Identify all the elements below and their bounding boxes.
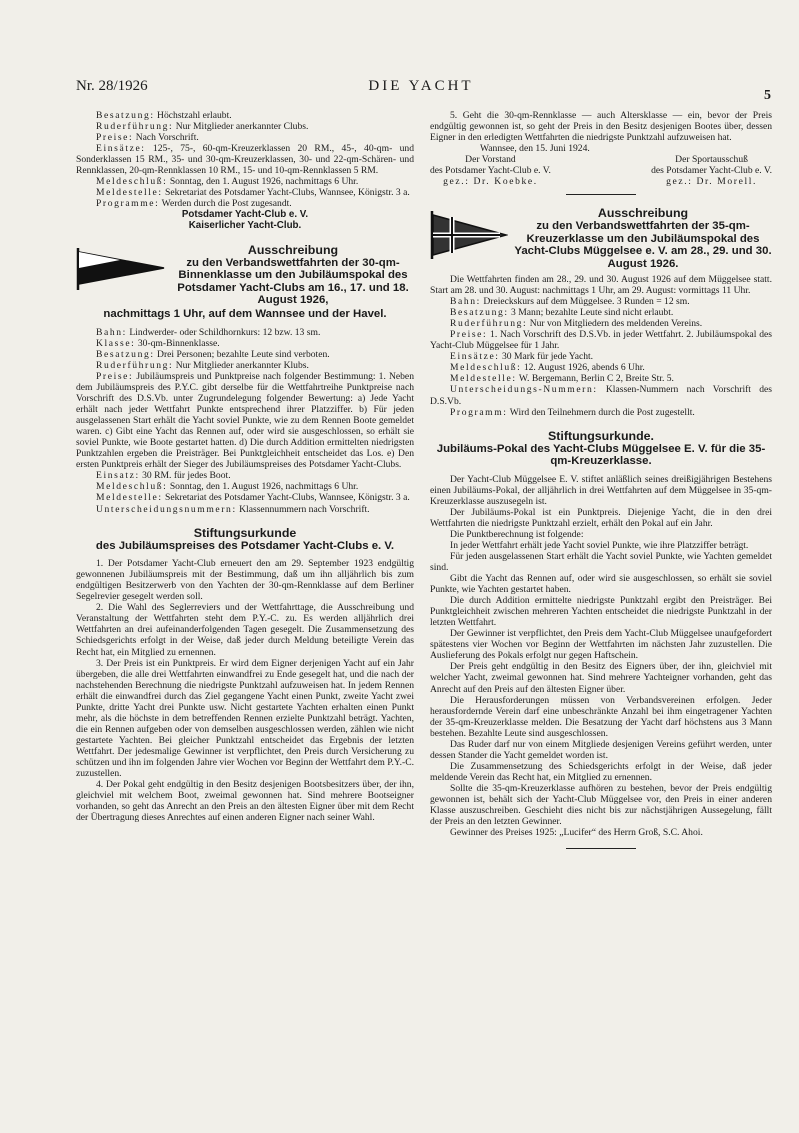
deed-paragraph-5: 5. Geht die 30-qm-Rennklasse — auch Altersklasse — ein, bevor der Preis endgültig gewonnen ist, so geht der Preis in den Besitz desjenigen Bootes über, dessen Eigner in den erledigten Wettfahrten die niedrigste Punktzahl aufzuweisen hat. (430, 110, 772, 144)
end-divider (566, 848, 636, 849)
heading-ausschreibung-1: Ausschreibung (247, 242, 339, 257)
body-paragraph: Die Herausforderungen müssen von Verbandsvereinen erfolgen. Jeder herausfordernde Verein darf eine unbeschränkte Anzahl bei ihm eingetragener Yachten der 35-qm-Kreuzerklasse melden. Die Besatzung der Yacht darf höchstens aus 3 Mann bestehen. Bezahlte Leute sind ausgeschlossen. (430, 694, 772, 739)
rule-paragraph (76, 143, 414, 176)
rule-label: Meldeschluß: (96, 176, 168, 188)
rule-text: Werden durch die Post zugesandt. (159, 198, 292, 210)
rule-paragraph (76, 481, 414, 492)
rule-label: Preise: (96, 132, 134, 144)
rule-label: Ruderführung: (96, 121, 174, 133)
rule-paragraph (430, 351, 772, 362)
rule-label: Meldestelle: (96, 187, 163, 199)
rule-paragraph (76, 132, 414, 143)
heading-ausschreibung-1-tail: nachmittags 1 Uhr, auf dem Wannsee und der Havel. (103, 308, 387, 321)
rule-paragraph (76, 176, 414, 187)
rule-label: Einsätze: (450, 351, 500, 363)
deed-paragraphs-potsdam (76, 558, 414, 823)
body-paragraph: Die durch Addition ermittelte niedrigste Punktzahl ergibt den Preisträger. Bei Punktgleichheit zwischen mehreren Yachten entscheidet die niedrigste Punktzahl in der letzten Wettfahrt. (430, 595, 772, 629)
rule-label: Bahn: (450, 296, 481, 308)
body-paragraph: Der Gewinner ist verpflichtet, den Preis dem Yacht-Club Müggelsee unaufgefordert spätestens vier Wochen vor Beginn der Wettfahrten im nächsten Jahr zuzustellen. Die Auslieferung des Pokals erfolgt nur gegen Haftschein. (430, 628, 772, 662)
heading-ausschreibung-1-body: zu den Verbandswettfahrten der 30-qm-Binnenklasse um den Jubiläumspokal des Potsdamer Yacht-Clubs am 16., 17. und 18. August 1926, (177, 256, 409, 306)
rule-label: Besatzung: (96, 110, 155, 121)
signature-board-title: Der Vorstand (465, 154, 516, 166)
heading-stiftungsurkunde-1: Stiftungsurkunde (193, 525, 297, 540)
issue-number: Nr. 28/1926 (76, 78, 148, 94)
left-column (76, 110, 414, 823)
rule-paragraph (76, 504, 414, 515)
right-column (430, 110, 772, 856)
signatures (430, 154, 772, 187)
regatta-30qm-rules (76, 327, 414, 515)
body-paragraph: Gibt die Yacht das Rennen auf, oder wird sie ausgeschlossen, so erhält sie soviel Punkte, wie Yachten gestartet haben. (430, 573, 772, 596)
body-paragraph: Der Yacht-Club Müggelsee E. V. stiftet anläßlich seines dreißigjährigen Bestehens einen Jubiläums-Pokal, der alljährlich in drei Wettfahrten auf dem Müggelsee in 35-qm-Kreuzerklasse auszusegeln ist. (430, 473, 772, 507)
rule-text: W. Bergemann, Berlin C 2, Breite Str. 5. (516, 373, 674, 385)
club-burgee-icon (430, 209, 508, 261)
signature-committee-title: Der Sportausschuß (675, 154, 748, 166)
organizer-potsdam: Potsdamer Yacht-Club e. V. (181, 209, 309, 221)
signature-committee-club: des Potsdamer Yacht-Club e. V. (651, 165, 772, 177)
rule-text: Nach Vorschrift. (133, 132, 199, 144)
rule-label: Unterscheidungsnummern: (96, 503, 237, 515)
rule-label: Einsatz: (96, 470, 140, 482)
rule-paragraph (430, 407, 772, 418)
rule-paragraph (430, 384, 772, 406)
rule-text: 30 Mark für jede Yacht. (499, 351, 594, 363)
rule-paragraph (76, 349, 414, 360)
body-paragraph: 1. Der Potsdamer Yacht-Club erneuert den am 29. September 1923 endgültig gewonnenen Jubiläumspreis mit der Bestimmung, daß um ihn alljährlich bis zum endgültigen Besitzerwerb von den Yachten der 30-qm-Rennklasse auf dem Berliner Segelrevier gesegelt werden soll. (76, 558, 414, 603)
signature-board-club: des Potsdamer Yacht-Club e. V. (430, 165, 551, 177)
rule-text: Wird den Teilnehmern durch die Post zugestellt. (507, 406, 695, 418)
rule-label: Meldestelle: (96, 492, 163, 504)
rule-paragraph (76, 327, 414, 338)
body-paragraph: Das Ruder darf nur von einem Mitgliede desjenigen Vereins geführt werden, unter dessen Stander die Yacht gemeldet worden ist. (430, 738, 772, 761)
deed-paragraphs-mueggelsee (430, 474, 772, 839)
rule-text: Klassen-Nummern nach Vorschrift des D.S.Vb. (430, 384, 772, 407)
rule-paragraph (430, 329, 772, 351)
rule-text: 3 Mann; bezahlte Leute sind nicht erlaubt. (508, 307, 674, 319)
rule-paragraph (430, 296, 772, 307)
rule-paragraph (76, 470, 414, 481)
rule-paragraph (76, 492, 414, 503)
rule-label: Bahn: (96, 326, 127, 338)
body-paragraph: Der Preis geht endgültig in den Besitz des Eigners über, der ihn, gleichviel mit welcher Yacht, zweimal gewonnen hat. Sind mehrere Yachteigner vorhanden, geht das Anrecht auf den Preis auf den ältesten Eigner über. (430, 661, 772, 695)
rule-label: Preise: (96, 370, 134, 382)
rule-text: Sonntag, den 1. August 1926, nachmittags 6 Uhr. (167, 176, 359, 188)
rule-label: Meldeschluß: (96, 481, 168, 493)
rule-text: Höchstzahl erlaubt. (154, 110, 232, 121)
rule-text: Sekretariat des Potsdamer Yacht-Clubs, Wannsee, Königstr. 3 a. (162, 187, 410, 199)
rule-label: Besatzung: (96, 348, 155, 360)
rule-text: Dreieckskurs auf dem Müggelsee. 3 Runden = 12 sm. (480, 296, 690, 308)
rule-label: Meldestelle: (450, 373, 517, 385)
rule-paragraph (76, 198, 414, 209)
rule-label: Einsätze: (96, 143, 146, 155)
rule-label: Preise: (450, 329, 488, 341)
rule-label: Programm: (450, 406, 508, 418)
rule-text: Nur Mitglieder anerkannter Klubs. (173, 359, 309, 371)
body-paragraph: In jeder Wettfahrt erhält jede Yacht soviel Punkte, wie ihre Platzziffer beträgt. (450, 539, 749, 551)
magazine-title: DIE YACHT (368, 78, 474, 94)
rule-text: Jubiläumspreis und Punktpreise nach folgender Bestimmung: 1. Neben dem Jubiläumspreis des P.Y.C. gibt derselbe für die Wettfahrtreihe Punktpreise nach Vorschrift des D.S.Vb. unter Zugrundelegung folgender Bewertung: a) Jede Yacht erhält nach jeder Wettfahrt Punkte entsprechend ihrer Platzziffer. b) Für jeden ausgelassenen Start erhält die Yacht soviel Punkte, wie zu dem Rennen Boote gemeldet waren. c) Gibt eine Yacht das Rennen auf, oder wird sie ausgeschlossen, so erhält sie soviel Punkte, wie Boote gestartet hatten. d) Die durch Addition ermittelten niedrigsten Punktzahlen ergeben die Preisträger. Bei Punktgleichheit entscheidet das Los. e) Den ersten Punktpreis erhält der Sieger des Jubiläumspreises des Potsdamer Yacht-Clubs. (76, 370, 414, 471)
rule-label: Ruderführung: (96, 359, 174, 371)
organizer-kaiserlicher: Kaiserlicher Yacht-Club. (188, 220, 302, 232)
rule-text: 125-, 75-, 60-qm-Kreuzerklassen 20 RM., 45-, 40-qm- und Sonderklassen 15 RM., 35- und 30-qm-Kreuzerklassen, 30- und 22-qm-Schären- und Rennklassen, 20-qm-Rennklassen 10 RM., 15- und 10-qm-Rennklassen 5 RM. (76, 143, 414, 177)
body-paragraph: 4. Der Pokal geht endgültig in den Besitz desjenigen Bootsbesitzers über, der ihn, gleichviel mit welchem Boot, zweimal gewonnen hat. Sind mehrere Bootseigner vorhanden, so geht das Anrecht an den Preis an den ältesten Eigner über mit dem Recht der Übertragung dieses Anrechtes auf einen anderen Eigner nach seiner Wahl. (76, 779, 414, 824)
divider (566, 194, 636, 195)
rule-text: 12. August 1926, abends 6 Uhr. (521, 362, 645, 374)
club-pennant-icon (76, 246, 166, 292)
rule-paragraph (76, 187, 414, 198)
rule-label: Ruderführung: (450, 318, 528, 330)
rule-paragraph (76, 371, 414, 470)
rule-paragraph (430, 307, 772, 318)
body-paragraph: 3. Der Preis ist ein Punktpreis. Er wird dem Eigner derjenigen Yacht auf ein Jahr übergeben, die alle drei Wettfahrten einwandfrei zu Ende gesegelt hat, und die nach der nachstehenden Berechnung die niedrigste Punktzahl aufzuweisen hat. In jedem Rennen erhält die einwandfrei durch das Ziel gegangene Yacht einen Punkt, zweite Yacht zwei Punkte, dritte Yacht drei Punkte usw. Nicht gestartete Yachten erhalten einen Punkt mehr, als die höchste in dem betreffenden Rennen erzielte Punktzahl beträgt. Yachten, die ein Rennen aufgeben oder von demselben ausgeschlossen werden, zählen wie nicht gestartete Yachten. Bei gleicher Punktzahl entscheidet das Ergebnis der letzten Wettfahrt. Der jedesmalige Gewinner ist verpflichtet, den Preis durch Versicherung zu schützen und ihn im folgenden Jahre vier Wochen vor Beginn der Wettfahrt dem P.Y.-C. zuzustellen. (76, 657, 414, 780)
signature-board-name: gez.: Dr. Koebke. (443, 176, 538, 188)
body-paragraph: Sollte die 35-qm-Kreuzerklasse aufhören zu bestehen, bevor der Preis endgültig gewonnen ist, behält sich der Yacht-Club Müggelsee vor, den Preis in einer anderen Klasse auszuschreiben. Geschieht dies nicht bis zur nächstjährigen Aussegelung, fällt der Preis an den letzten Gewinner. (430, 782, 772, 828)
rule-paragraph (430, 318, 772, 329)
rule-text: Lindwerder- oder Schildhornkurs: 12 bzw. 13 sm. (126, 326, 321, 338)
rule-text: Nur Mitglieder anerkannter Clubs. (173, 121, 309, 133)
rule-text: Sonntag, den 1. August 1926, nachmittags 6 Uhr. (167, 481, 359, 493)
rule-paragraph (76, 338, 414, 349)
heading-stiftungsurkunde-1-body: des Jubiläumspreises des Potsdamer Yacht-Clubs e. V. (95, 539, 395, 552)
rule-label: Unterscheidungs-Nummern: (450, 384, 598, 396)
heading-stiftungsurkunde-2: Stiftungsurkunde. (547, 428, 654, 443)
rule-text: Drei Personen; bezahlte Leute sind verboten. (154, 348, 330, 360)
page-number: 5 (764, 88, 771, 103)
rule-text: 1. Nach Vorschrift des D.S.Vb. in jeder Wettfahrt. 2. Jubiläumspokal des Yacht-Club Müggelsee für 1 Jahr. (430, 329, 772, 352)
signature-board (430, 154, 551, 187)
rule-text: Nur von Mitgliedern des meldenden Vereins. (527, 318, 703, 330)
regatta-35qm-rules (430, 274, 772, 418)
announcement-30qm (76, 244, 414, 307)
rule-text: Die Wettfahrten finden am 28., 29. und 30. August 1926 auf dem Müggelsee statt. Start am 28. und 30. August: nachmittags 1 Uhr, am 29. August: vormittags 11 Uhr. (430, 274, 772, 297)
body-paragraph: Die Zusammensetzung des Schiedsgerichts erfolgt in der Weise, daß jeder meldende Verein das Recht hat, ein Mitglied zu ernennen. (430, 760, 772, 783)
rule-text: 30 RM. für jedes Boot. (139, 470, 231, 482)
deed-date: Wannsee, den 15. Juni 1924. (480, 143, 590, 155)
rule-paragraph (430, 274, 772, 296)
rule-paragraph (76, 110, 414, 121)
regatta-rules-block (76, 110, 414, 209)
rule-text: Sekretariat des Potsdamer Yacht-Clubs, Wannsee, Königstr. 3 a. (162, 492, 410, 504)
body-paragraph: Die Punktberechnung ist folgende: (450, 528, 584, 540)
rule-label: Programme: (96, 198, 160, 210)
heading-ausschreibung-2-body: zu den Verbandswettfahrten der 35-qm-Kreuzerklasse um den Jubiläumspokal des Yacht-Clubs Müggelsee e. V. am 28., 29. und 30. August 1926. (514, 220, 772, 270)
heading-stiftungsurkunde-2-body: Jubiläums-Pokal des Yacht-Clubs Müggelsee E. V. für die 35-qm-Kreuzerklasse. (436, 442, 766, 468)
announcement-35qm (430, 207, 772, 270)
rule-label: Klasse: (96, 337, 136, 349)
body-paragraph: Der Jubiläums-Pokal ist ein Punktpreis. Diejenige Yacht, die in den drei Wettfahrten die niedrigste Punktzahl erzielt, erhält den Pokal auf ein Jahr. (430, 506, 772, 529)
signature-committee-name: gez.: Dr. Morell. (666, 176, 757, 188)
rule-paragraph (430, 362, 772, 373)
page-header (76, 78, 771, 103)
rule-paragraph (76, 121, 414, 132)
body-paragraph: Für jeden ausgelassenen Start erhält die Yacht soviel Punkte, wie Yachten gemeldet sind. (430, 550, 772, 574)
rule-text: Klassennummern nach Vorschrift. (236, 503, 370, 515)
heading-ausschreibung-2: Ausschreibung (597, 206, 689, 221)
signature-sport-committee (651, 154, 772, 187)
body-paragraph: Gewinner des Preises 1925: „Lucifer“ des Herrn Groß, S.C. Ahoi. (450, 827, 703, 839)
rule-paragraph (76, 360, 414, 371)
rule-paragraph (430, 373, 772, 384)
body-paragraph: 2. Die Wahl des Seglerreviers und der Wettfahrttage, die Ausschreibung und Veranstaltung der Wettfahrten steht dem P.Y.-C. zu. Es werden alljährlich drei Wettfahrten an drei aufeinanderfolgenden Tagen gesegelt. Die Zusammensetzung des Schiedsgerichts erfolgt in der Weise, daß jeder durch Meldung beteiligte Verein das Recht hat, ein Mitglied zu ernennen. (76, 602, 414, 658)
rule-label: Besatzung: (450, 307, 509, 319)
rule-label: Meldeschluß: (450, 362, 522, 374)
rule-text: 30-qm-Binnenklasse. (135, 337, 220, 349)
